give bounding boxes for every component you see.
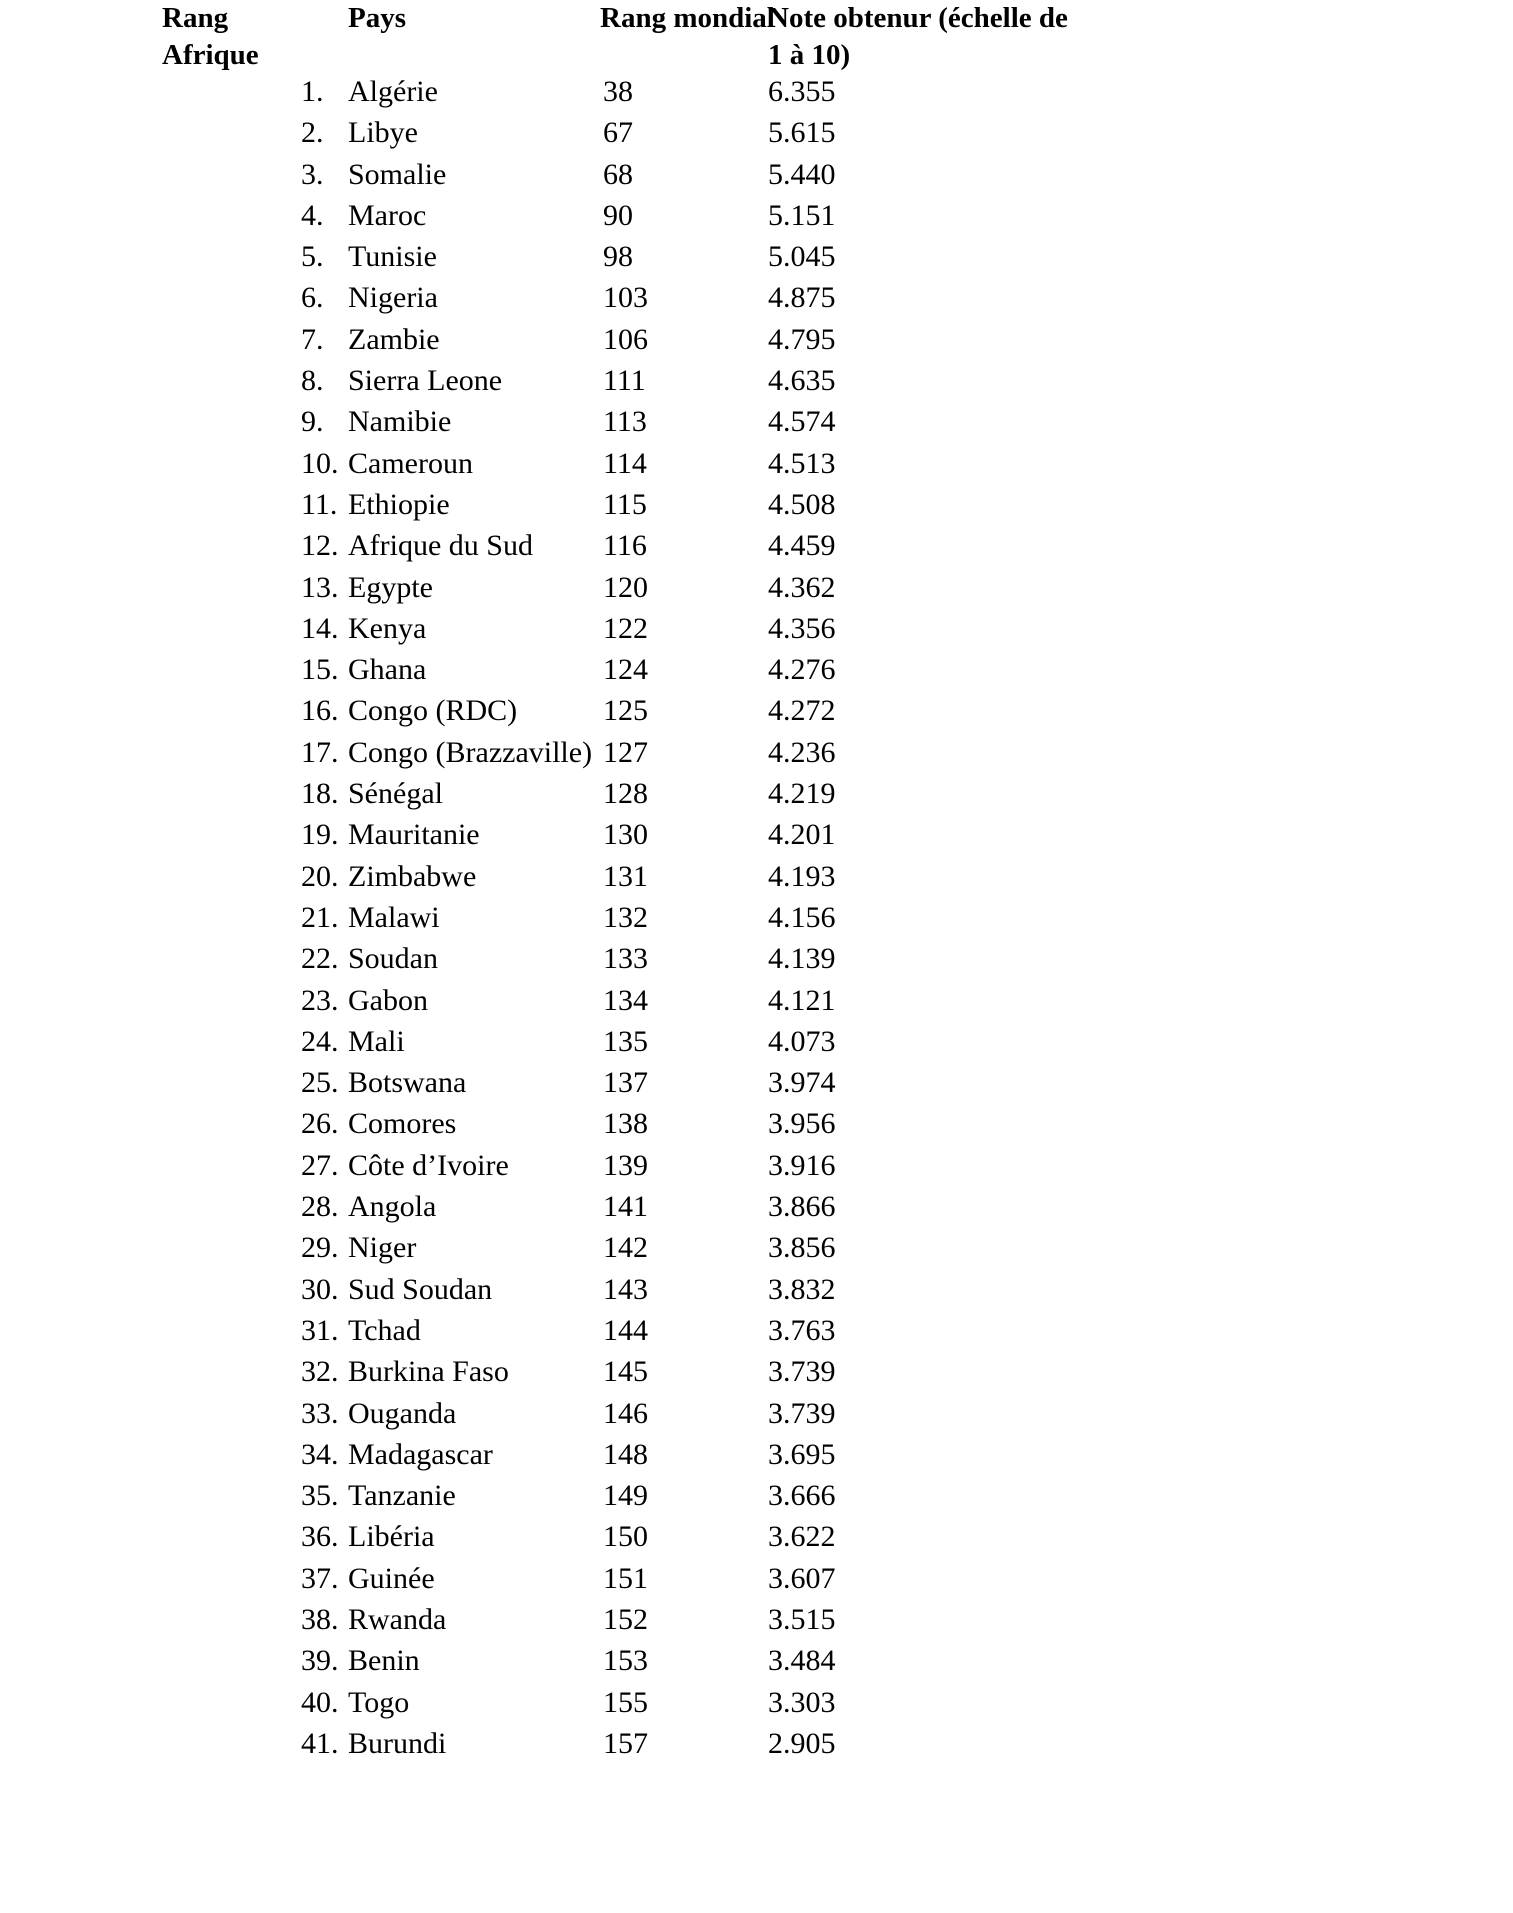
score-value: 3.695: [768, 1437, 836, 1471]
score-value: 3.739: [768, 1396, 836, 1430]
world-rank: 98: [603, 240, 633, 274]
africa-rank-number: 41.: [301, 1726, 339, 1760]
score-value: 3.666: [768, 1479, 836, 1513]
table-row: [0, 112, 1513, 153]
africa-rank-number: 21.: [301, 900, 339, 934]
table-row: [0, 1723, 1513, 1764]
score-value: 3.607: [768, 1561, 836, 1595]
score-value: 5.440: [768, 157, 836, 191]
africa-rank-number: 2.: [301, 116, 324, 150]
score-value: 5.045: [768, 240, 836, 274]
africa-rank-number: 40.: [301, 1685, 339, 1719]
table-row: [0, 1599, 1513, 1640]
table-row: [0, 1145, 1513, 1186]
world-rank: 67: [603, 116, 633, 150]
table-row: [0, 236, 1513, 277]
score-value: 5.151: [768, 198, 836, 232]
world-rank: 134: [603, 983, 648, 1017]
country-name: Gabon: [348, 983, 428, 1017]
africa-rank-number: 22.: [301, 942, 339, 976]
world-rank: 120: [603, 570, 648, 604]
country-name: Ouganda: [348, 1396, 457, 1430]
africa-rank-number: 24.: [301, 1024, 339, 1058]
score-value: 3.515: [768, 1602, 836, 1636]
africa-rank-number: 4.: [301, 198, 324, 232]
africa-rank-number: 12.: [301, 529, 339, 563]
score-value: 3.974: [768, 1066, 836, 1100]
country-name: Egypte: [348, 570, 433, 604]
table-row: [0, 1021, 1513, 1062]
africa-rank-number: 18.: [301, 777, 339, 811]
country-name: Kenya: [348, 611, 427, 645]
country-name: Côte d’Ivoire: [348, 1148, 509, 1182]
country-name: Togo: [348, 1685, 410, 1719]
table-row: [0, 980, 1513, 1021]
world-rank: 142: [603, 1231, 648, 1265]
africa-rank-number: 36.: [301, 1520, 339, 1554]
table-row: [0, 1558, 1513, 1599]
africa-rank-number: 33.: [301, 1396, 339, 1430]
country-name: Tchad: [348, 1313, 421, 1347]
table-row: [0, 1682, 1513, 1723]
score-value: 3.763: [768, 1313, 836, 1347]
africa-rank-number: 9.: [301, 405, 324, 439]
score-value: 4.272: [768, 694, 836, 728]
world-rank: 128: [603, 777, 648, 811]
world-rank: 114: [603, 446, 647, 480]
column-header-rang-afrique-line2: Afrique: [162, 39, 259, 71]
score-value: 4.362: [768, 570, 836, 604]
country-name: Benin: [348, 1644, 420, 1678]
africa-rank-number: 15.: [301, 653, 339, 687]
world-rank: 138: [603, 1107, 648, 1141]
country-name: Afrique du Sud: [348, 529, 533, 563]
table-row: [0, 484, 1513, 525]
africa-rank-number: 34.: [301, 1437, 339, 1471]
score-value: 4.356: [768, 611, 836, 645]
country-name: Guinée: [348, 1561, 435, 1595]
table-row: [0, 938, 1513, 979]
world-rank: 153: [603, 1644, 648, 1678]
score-value: 4.236: [768, 735, 836, 769]
country-name: Soudan: [348, 942, 438, 976]
table-row: [0, 1516, 1513, 1557]
table-row: [0, 1351, 1513, 1392]
world-rank: 132: [603, 900, 648, 934]
world-rank: 38: [603, 75, 633, 108]
score-value: 4.795: [768, 322, 836, 356]
table-row: [0, 608, 1513, 649]
table-row: [0, 443, 1513, 484]
world-rank: 106: [603, 322, 648, 356]
score-value: 4.574: [768, 405, 836, 439]
country-ranking-table-body: [0, 71, 1513, 1764]
score-value: 5.615: [768, 116, 836, 150]
country-name: Nigeria: [348, 281, 438, 315]
country-name: Libye: [348, 116, 418, 150]
country-name: Mali: [348, 1024, 405, 1058]
country-name: Zambie: [348, 322, 440, 356]
score-value: 4.513: [768, 446, 836, 480]
africa-rank-number: 35.: [301, 1479, 339, 1513]
column-header-rang-afrique: [162, 0, 259, 74]
country-name: Maroc: [348, 198, 427, 232]
africa-rank-number: 38.: [301, 1602, 339, 1636]
world-rank: 157: [603, 1726, 648, 1760]
score-value: 3.856: [768, 1231, 836, 1265]
table-row: [0, 567, 1513, 608]
table-row: [0, 1227, 1513, 1268]
africa-rank-number: 20.: [301, 859, 339, 893]
world-rank: 122: [603, 611, 648, 645]
score-value: 3.956: [768, 1107, 836, 1141]
country-name: Botswana: [348, 1066, 467, 1100]
score-value: 4.508: [768, 487, 836, 521]
africa-rank-number: 17.: [301, 735, 339, 769]
country-name: Sénégal: [348, 777, 443, 811]
score-value: 4.875: [768, 281, 836, 315]
world-rank: 139: [603, 1148, 648, 1182]
world-rank: 124: [603, 653, 648, 687]
country-name: Burkina Faso: [348, 1355, 509, 1389]
table-row: [0, 690, 1513, 731]
country-name: Somalie: [348, 157, 447, 191]
column-header-note-line2: 1 à 10): [768, 39, 851, 71]
africa-rank-number: 8.: [301, 364, 324, 398]
score-value: 3.484: [768, 1644, 836, 1678]
score-value: 4.201: [768, 818, 836, 852]
table-row: [0, 401, 1513, 442]
country-name: Madagascar: [348, 1437, 493, 1471]
world-rank: 90: [603, 198, 633, 232]
table-row: [0, 1434, 1513, 1475]
africa-rank-number: 31.: [301, 1313, 339, 1347]
country-name: Ghana: [348, 653, 427, 687]
score-value: 2.905: [768, 1726, 836, 1760]
africa-rank-number: 7.: [301, 322, 324, 356]
score-value: 3.866: [768, 1190, 836, 1224]
world-rank: 125: [603, 694, 648, 728]
country-name: Algérie: [348, 75, 438, 108]
africa-rank-number: 10.: [301, 446, 339, 480]
africa-rank-number: 26.: [301, 1107, 339, 1141]
table-row: [0, 319, 1513, 360]
africa-rank-number: 6.: [301, 281, 324, 315]
column-header-note: [768, 0, 1068, 74]
score-value: 3.739: [768, 1355, 836, 1389]
world-rank: 137: [603, 1066, 648, 1100]
country-name: Angola: [348, 1190, 437, 1224]
column-header-note-line1: Note obtenur (échelle de: [768, 2, 1068, 34]
world-rank: 152: [603, 1602, 648, 1636]
world-rank: 116: [603, 529, 647, 563]
table-row: [0, 1310, 1513, 1351]
africa-rank-number: 27.: [301, 1148, 339, 1182]
table-row: [0, 525, 1513, 566]
score-value: 4.276: [768, 653, 836, 687]
country-name: Namibie: [348, 405, 452, 439]
world-rank: 150: [603, 1520, 648, 1554]
world-rank: 144: [603, 1313, 648, 1347]
score-value: 4.121: [768, 983, 836, 1017]
world-rank: 155: [603, 1685, 648, 1719]
column-header-rang-mondial: Rang mondial: [600, 2, 775, 34]
country-name: Tanzanie: [348, 1479, 456, 1513]
score-value: 3.832: [768, 1272, 836, 1306]
africa-rank-number: 29.: [301, 1231, 339, 1265]
country-name: Libéria: [348, 1520, 435, 1554]
table-row: [0, 1269, 1513, 1310]
country-name: Congo (RDC): [348, 694, 518, 728]
world-rank: 130: [603, 818, 648, 852]
country-name: Zimbabwe: [348, 859, 477, 893]
world-rank: 133: [603, 942, 648, 976]
table-row: [0, 814, 1513, 855]
score-value: 6.355: [768, 75, 836, 108]
world-rank: 146: [603, 1396, 648, 1430]
africa-rank-number: 11.: [301, 487, 338, 521]
africa-rank-number: 23.: [301, 983, 339, 1017]
world-rank: 111: [603, 364, 646, 398]
score-value: 3.622: [768, 1520, 836, 1554]
africa-rank-number: 1.: [301, 75, 324, 108]
table-row: [0, 773, 1513, 814]
world-rank: 127: [603, 735, 648, 769]
table-row: [0, 1475, 1513, 1516]
africa-rank-number: 16.: [301, 694, 339, 728]
score-value: 4.219: [768, 777, 836, 811]
world-rank: 135: [603, 1024, 648, 1058]
africa-rank-number: 37.: [301, 1561, 339, 1595]
score-value: 4.459: [768, 529, 836, 563]
table-row: [0, 649, 1513, 690]
table-row: [0, 1640, 1513, 1681]
score-value: 3.303: [768, 1685, 836, 1719]
world-rank: 141: [603, 1190, 648, 1224]
country-name: Niger: [348, 1231, 417, 1265]
africa-rank-number: 32.: [301, 1355, 339, 1389]
score-value: 4.193: [768, 859, 836, 893]
world-rank: 151: [603, 1561, 648, 1595]
country-name: Sierra Leone: [348, 364, 503, 398]
africa-rank-number: 25.: [301, 1066, 339, 1100]
africa-rank-number: 28.: [301, 1190, 339, 1224]
table-row: [0, 856, 1513, 897]
table-row: [0, 1393, 1513, 1434]
world-rank: 143: [603, 1272, 648, 1306]
country-name: Rwanda: [348, 1602, 447, 1636]
world-rank: 148: [603, 1437, 648, 1471]
table-row: [0, 195, 1513, 236]
table-row: [0, 1186, 1513, 1227]
africa-rank-number: 39.: [301, 1644, 339, 1678]
score-value: 4.156: [768, 900, 836, 934]
world-rank: 103: [603, 281, 648, 315]
country-name: Mauritanie: [348, 818, 480, 852]
score-value: 3.916: [768, 1148, 836, 1182]
country-name: Sud Soudan: [348, 1272, 493, 1306]
country-name: Cameroun: [348, 446, 473, 480]
africa-rank-number: 14.: [301, 611, 339, 645]
table-row: [0, 360, 1513, 401]
africa-rank-number: 30.: [301, 1272, 339, 1306]
score-value: 4.635: [768, 364, 836, 398]
score-value: 4.073: [768, 1024, 836, 1058]
country-name: Comores: [348, 1107, 457, 1141]
world-rank: 115: [603, 487, 647, 521]
country-name: Burundi: [348, 1726, 447, 1760]
table-row: [0, 71, 1513, 112]
world-rank: 149: [603, 1479, 648, 1513]
world-rank: 113: [603, 405, 647, 439]
africa-rank-number: 13.: [301, 570, 339, 604]
score-value: 4.139: [768, 942, 836, 976]
country-name: Congo (Brazzaville): [348, 735, 593, 769]
column-header-rang-afrique-line1: Rang: [162, 2, 229, 34]
table-row: [0, 897, 1513, 938]
africa-rank-number: 3.: [301, 157, 324, 191]
africa-rank-number: 19.: [301, 818, 339, 852]
world-rank: 131: [603, 859, 648, 893]
world-rank: 68: [603, 157, 633, 191]
country-name: Ethiopie: [348, 487, 450, 521]
table-row: [0, 154, 1513, 195]
world-rank: 145: [603, 1355, 648, 1389]
country-name: Malawi: [348, 900, 440, 934]
table-row: [0, 1062, 1513, 1103]
table-row: [0, 732, 1513, 773]
table-row: [0, 1103, 1513, 1144]
table-row: [0, 277, 1513, 318]
country-name: Tunisie: [348, 240, 437, 274]
africa-rank-number: 5.: [301, 240, 324, 274]
column-header-pays: Pays: [348, 2, 406, 34]
